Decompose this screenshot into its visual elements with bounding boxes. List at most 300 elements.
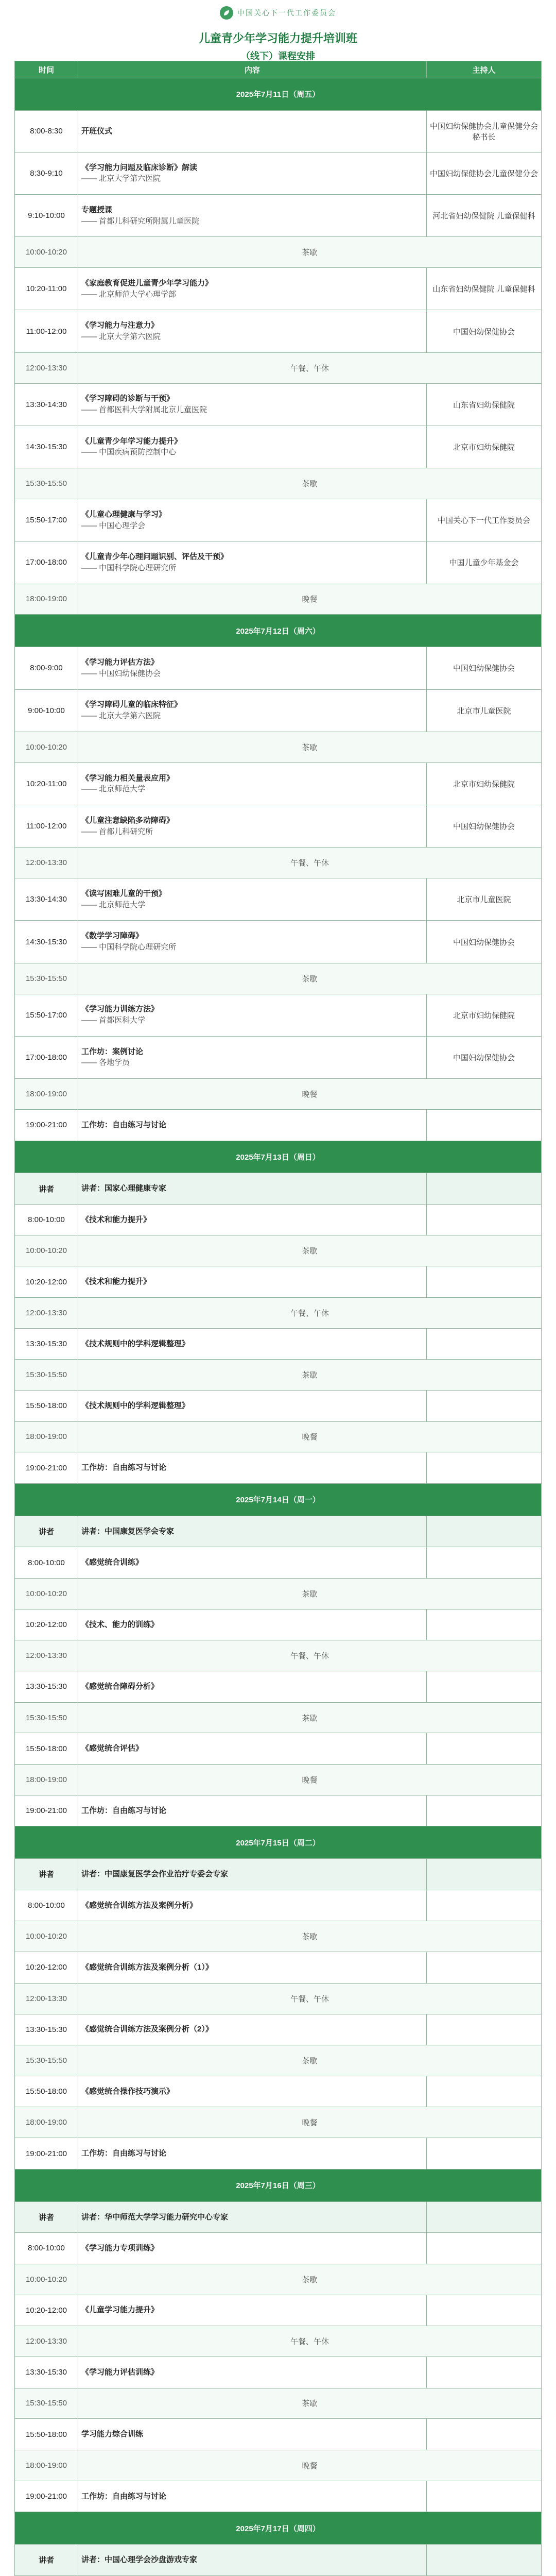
row-time: 15:30-15:50 [15, 2388, 78, 2419]
date-label: 2025年7月15日（周二） [15, 1826, 542, 1859]
session-host [427, 1547, 542, 1579]
session-row [15, 541, 542, 584]
row-time: 13:30-15:30 [15, 2014, 78, 2045]
date-row [15, 1141, 542, 1173]
session-row [15, 194, 542, 236]
break-row [15, 2450, 542, 2481]
session-title: 《学习能力评估方法》 [81, 658, 159, 667]
session-content [78, 994, 427, 1036]
session-title: 《读写困难儿童的干预》 [81, 889, 167, 898]
session-host: 北京市儿童医院 [427, 878, 542, 921]
session-host: 中国关心下一代工作委员会 [427, 499, 542, 541]
date-label: 2025年7月14日（周一） [15, 1483, 542, 1516]
session-title: 《儿童注意缺陷多动障碍》 [81, 816, 175, 825]
break-label: 茶歇 [78, 468, 542, 499]
session-speaker: —— 中国心理学会 [81, 521, 146, 530]
session-title: 《技术和能力提升》 [81, 1277, 151, 1286]
session-row [15, 1890, 542, 1921]
session-host: 中国妇幼保健协会 [427, 647, 542, 689]
schedule-body [15, 78, 542, 2576]
break-label: 午餐、午休 [78, 1983, 542, 2014]
session-host: 中国妇幼保健协会 [427, 310, 542, 352]
row-time: 讲者 [15, 2545, 78, 2576]
session-host [427, 2295, 542, 2326]
break-label: 午餐、午休 [78, 352, 542, 383]
session-row [15, 1452, 542, 1484]
session-row [15, 2357, 542, 2388]
title-block [0, 30, 556, 62]
session-host [427, 2014, 542, 2045]
session-host: 中国妇幼保健协会 [427, 1036, 542, 1078]
row-time: 10:00-10:20 [15, 1921, 78, 1952]
session-row [15, 689, 542, 732]
session-speaker: —— 北京大学第六医院 [81, 332, 161, 342]
row-time: 11:00-12:00 [15, 805, 78, 847]
session-speaker: —— 首都医科大学 [81, 1016, 146, 1025]
session-title: 《感觉统合训练方法及案例分析（1）》 [81, 1963, 213, 1972]
break-row [15, 237, 542, 268]
session-row [15, 1328, 542, 1360]
break-row [15, 963, 542, 994]
session-content [78, 1204, 427, 1235]
session-host [427, 1452, 542, 1484]
row-time: 15:50-18:00 [15, 1733, 78, 1765]
session-title: 《学习能力相关量表应用》 [81, 773, 175, 783]
break-label: 茶歇 [78, 2045, 542, 2076]
session-title: 工作坊：自由练习与讨论 [81, 1120, 167, 1129]
date-row [15, 1826, 542, 1859]
row-time: 13:30-15:30 [15, 1328, 78, 1360]
session-content [78, 1452, 427, 1484]
session-content [78, 1733, 427, 1765]
session-title: 讲者：中国康复医学会作业治疗专委会专家 [81, 1870, 229, 1879]
session-row [15, 1547, 542, 1579]
session-title: 《家庭教育促进儿童青少年学习能力》 [81, 278, 213, 287]
session-host [427, 1173, 542, 1205]
row-time: 8:00-10:00 [15, 2233, 78, 2264]
session-host [427, 2357, 542, 2388]
row-time: 9:00-10:00 [15, 689, 78, 732]
session-row [15, 921, 542, 963]
break-label: 晚餐 [78, 1765, 542, 1795]
session-row [15, 1109, 542, 1141]
break-label: 午餐、午休 [78, 2326, 542, 2357]
session-title: 工作坊：自由练习与讨论 [81, 2149, 167, 2158]
break-label: 茶歇 [78, 1702, 542, 1733]
session-host [427, 2201, 542, 2233]
session-row [15, 426, 542, 468]
break-row [15, 1921, 542, 1952]
session-host [427, 1516, 542, 1547]
session-content [78, 2357, 427, 2388]
session-host: 中国妇幼保健协会儿童保健分会 秘书长 [427, 110, 542, 152]
row-time: 13:30-14:30 [15, 383, 78, 426]
row-time: 8:00-8:30 [15, 110, 78, 152]
session-row [15, 2419, 542, 2450]
break-row [15, 1235, 542, 1266]
break-label: 晚餐 [78, 2450, 542, 2481]
session-row [15, 2014, 542, 2045]
session-speaker: —— 中国科学院心理研究所 [81, 943, 177, 952]
session-host [427, 2076, 542, 2107]
session-content [78, 1516, 427, 1547]
row-time: 15:50-18:00 [15, 2076, 78, 2107]
row-time: 9:10-10:00 [15, 194, 78, 236]
row-time: 13:30-14:30 [15, 878, 78, 921]
session-title: 开班仪式 [81, 126, 113, 135]
row-time: 10:20-12:00 [15, 2295, 78, 2326]
break-label: 茶歇 [78, 1235, 542, 1266]
break-row [15, 732, 542, 762]
row-time: 11:00-12:00 [15, 310, 78, 352]
session-row [15, 1952, 542, 1984]
session-title: 学习能力综合训练 [81, 2430, 144, 2439]
session-row [15, 2138, 542, 2170]
session-title: 《感觉统合训练方法及案例分析》 [81, 1901, 198, 1910]
break-label: 茶歇 [78, 1921, 542, 1952]
session-title: 《儿童青少年心理问题识别、评估及干预》 [81, 552, 229, 562]
session-host [427, 2481, 542, 2512]
session-title: 《感觉统合操作技巧演示》 [81, 2087, 175, 2096]
row-time: 18:00-19:00 [15, 1421, 78, 1452]
session-speaker: —— 北京师范大学 [81, 785, 146, 794]
session-content [78, 194, 427, 236]
row-time: 19:00-21:00 [15, 1795, 78, 1826]
session-row [15, 647, 542, 689]
session-content [78, 1609, 427, 1640]
session-host [427, 1671, 542, 1703]
date-row [15, 1483, 542, 1516]
row-time: 19:00-21:00 [15, 1109, 78, 1141]
session-content [78, 426, 427, 468]
session-title: 讲者：国家心理健康专家 [81, 1184, 167, 1193]
session-content [78, 2138, 427, 2170]
session-content [78, 541, 427, 584]
row-time: 15:30-15:50 [15, 1360, 78, 1391]
session-content [78, 2545, 427, 2576]
row-time: 13:30-15:30 [15, 1671, 78, 1703]
row-time: 8:00-10:00 [15, 1547, 78, 1579]
session-title: 《儿童青少年学习能力提升》 [81, 436, 182, 446]
row-time: 17:00-18:00 [15, 1036, 78, 1078]
break-row [15, 2326, 542, 2357]
session-title: 《学习障碍儿童的临床特征》 [81, 700, 182, 709]
break-row [15, 1702, 542, 1733]
break-label: 茶歇 [78, 2388, 542, 2419]
row-time: 18:00-19:00 [15, 1765, 78, 1795]
row-time: 12:00-13:30 [15, 848, 78, 878]
session-host [427, 1952, 542, 1984]
session-content [78, 1952, 427, 1984]
break-label: 茶歇 [78, 1360, 542, 1391]
session-title: 专题授课 [81, 205, 113, 214]
session-speaker: —— 首都儿科研究所附属儿童医院 [81, 216, 200, 226]
row-time: 10:20-11:00 [15, 762, 78, 805]
session-row [15, 310, 542, 352]
session-speaker: —— 首都儿科研究所 [81, 827, 153, 836]
row-time: 18:00-19:00 [15, 2107, 78, 2138]
date-row [15, 2169, 542, 2201]
session-host [427, 1795, 542, 1826]
session-row [15, 994, 542, 1036]
session-title: 《学习能力与注意力》 [81, 321, 159, 330]
session-title: 《学习障碍的诊断与干预》 [81, 394, 175, 403]
session-title: 《技术、能力的训练》 [81, 1620, 159, 1629]
row-time: 10:00-10:20 [15, 2264, 78, 2295]
session-row [15, 110, 542, 152]
session-speaker: —— 北京大学第六医院 [81, 174, 161, 183]
row-time: 10:20-12:00 [15, 1266, 78, 1298]
session-content [78, 805, 427, 847]
session-speaker: —— 中国妇幼保健协会 [81, 669, 161, 678]
session-row [15, 268, 542, 310]
session-host [427, 1391, 542, 1422]
row-time: 10:00-10:20 [15, 237, 78, 268]
session-title: 《感觉统合训练方法及案例分析（2）》 [81, 2025, 213, 2034]
session-host: 山东省妇幼保健院 儿童保健科 [427, 268, 542, 310]
row-time: 18:00-19:00 [15, 2450, 78, 2481]
session-host [427, 2419, 542, 2450]
session-content [78, 1859, 427, 1890]
row-time: 15:50-18:00 [15, 2419, 78, 2450]
row-time: 10:00-10:20 [15, 1578, 78, 1609]
session-row [15, 1733, 542, 1765]
row-time: 19:00-21:00 [15, 1452, 78, 1484]
session-row [15, 1036, 542, 1078]
row-time: 13:30-15:30 [15, 2357, 78, 2388]
break-label: 午餐、午休 [78, 848, 542, 878]
session-row [15, 2481, 542, 2512]
session-host: 山东省妇幼保健院 [427, 383, 542, 426]
row-time: 12:00-13:30 [15, 1297, 78, 1328]
session-title: 《技术和能力提升》 [81, 1215, 151, 1224]
session-content [78, 1391, 427, 1422]
session-content [78, 383, 427, 426]
session-content [78, 268, 427, 310]
session-content [78, 152, 427, 194]
session-content [78, 2014, 427, 2045]
session-row [15, 762, 542, 805]
session-title: 《学习能力问题及临床诊断》解读 [81, 163, 198, 172]
session-title: 《感觉统合训练》 [81, 1558, 144, 1567]
row-time: 10:00-10:20 [15, 1235, 78, 1266]
session-content [78, 1328, 427, 1360]
row-time: 15:50-17:00 [15, 499, 78, 541]
session-title: 《学习能力专项训练》 [81, 2244, 159, 2253]
session-row [15, 2233, 542, 2264]
session-title: 工作坊：自由练习与讨论 [81, 1806, 167, 1815]
session-host [427, 1204, 542, 1235]
break-label: 茶歇 [78, 237, 542, 268]
row-time: 19:00-21:00 [15, 2138, 78, 2170]
session-speaker: —— 北京师范大学心理学部 [81, 290, 177, 299]
break-row [15, 584, 542, 615]
break-label: 午餐、午休 [78, 1297, 542, 1328]
session-row [15, 383, 542, 426]
session-title: 《数学学习障碍》 [81, 931, 144, 941]
session-content [78, 1266, 427, 1298]
break-row [15, 2264, 542, 2295]
session-title: 工作坊：自由练习与讨论 [81, 2492, 167, 2501]
break-label: 茶歇 [78, 2264, 542, 2295]
session-title: 《儿童心理健康与学习》 [81, 510, 167, 519]
session-title: 讲者：华中师范大学学习能力研究中心专家 [81, 2212, 229, 2222]
session-speaker: —— 北京师范大学 [81, 900, 146, 909]
schedule-table [14, 61, 542, 2576]
session-content [78, 1671, 427, 1703]
session-speaker: —— 各地学员 [81, 1058, 130, 1067]
header-time: 时间 [15, 61, 78, 78]
session-row [15, 2076, 542, 2107]
session-host: 北京市妇幼保健院 [427, 762, 542, 805]
lecturer-row [15, 2545, 542, 2576]
break-row [15, 2045, 542, 2076]
row-time: 8:00-10:00 [15, 1204, 78, 1235]
session-content [78, 2419, 427, 2450]
session-content [78, 2233, 427, 2264]
row-time: 12:00-13:30 [15, 2326, 78, 2357]
session-host: 北京市妇幼保健院 [427, 994, 542, 1036]
break-row [15, 1640, 542, 1671]
date-row [15, 78, 542, 111]
row-time: 10:20-12:00 [15, 1609, 78, 1640]
session-host: 中国妇幼保健协会 [427, 805, 542, 847]
logo-row [0, 0, 556, 26]
session-content [78, 689, 427, 732]
session-host [427, 1890, 542, 1921]
row-time: 10:00-10:20 [15, 732, 78, 762]
session-content [78, 2076, 427, 2107]
session-host [427, 2545, 542, 2576]
break-row [15, 1421, 542, 1452]
row-time: 讲者 [15, 1516, 78, 1547]
session-speaker: —— 首都医科大学附属北京儿童医院 [81, 405, 207, 415]
header-host: 主持人 [427, 61, 542, 78]
session-title: 工作坊：自由练习与讨论 [81, 1463, 167, 1472]
page-subtitle: （线下）课程安排 [241, 51, 315, 61]
session-content [78, 1173, 427, 1205]
session-host [427, 1109, 542, 1141]
date-row [15, 2512, 542, 2545]
session-content [78, 110, 427, 152]
session-speaker: —— 北京大学第六医院 [81, 711, 161, 721]
row-time: 12:00-13:30 [15, 1640, 78, 1671]
break-row [15, 468, 542, 499]
session-row [15, 1795, 542, 1826]
break-label: 茶歇 [78, 1578, 542, 1609]
session-title: 工作坊：案例讨论 [81, 1047, 144, 1056]
session-content [78, 1795, 427, 1826]
header-content: 内容 [78, 61, 427, 78]
row-time: 15:30-15:50 [15, 963, 78, 994]
lecturer-row [15, 2201, 542, 2233]
session-content [78, 1109, 427, 1141]
row-time: 讲者 [15, 1859, 78, 1890]
break-row [15, 2388, 542, 2419]
break-label: 晚餐 [78, 584, 542, 615]
session-host: 河北省妇幼保健院 儿童保健科 [427, 194, 542, 236]
break-label: 晚餐 [78, 2107, 542, 2138]
session-content [78, 647, 427, 689]
row-time: 15:30-15:50 [15, 2045, 78, 2076]
break-label: 午餐、午休 [78, 1640, 542, 1671]
break-row [15, 1578, 542, 1609]
row-time: 8:00-10:00 [15, 1890, 78, 1921]
break-row [15, 1079, 542, 1110]
session-row [15, 2295, 542, 2326]
session-content [78, 1890, 427, 1921]
row-time: 讲者 [15, 2201, 78, 2233]
session-row [15, 152, 542, 194]
session-host: 中国妇幼保健协会儿童保健分会 [427, 152, 542, 194]
session-host [427, 1609, 542, 1640]
session-content [78, 2295, 427, 2326]
row-time: 8:00-9:00 [15, 647, 78, 689]
session-title: 《感觉统合障碍分析》 [81, 1682, 159, 1691]
session-host: 中国儿童少年基金会 [427, 541, 542, 584]
session-content [78, 2481, 427, 2512]
row-time: 18:00-19:00 [15, 584, 78, 615]
session-row [15, 1204, 542, 1235]
session-speaker: —— 中国疾病预防控制中心 [81, 448, 177, 457]
break-label: 晚餐 [78, 1079, 542, 1110]
session-host [427, 1733, 542, 1765]
session-speaker: —— 中国科学院心理研究所 [81, 563, 177, 572]
break-row [15, 1983, 542, 2014]
session-content [78, 2201, 427, 2233]
lecturer-row [15, 1859, 542, 1890]
row-time: 讲者 [15, 1173, 78, 1205]
session-host: 北京市妇幼保健院 [427, 426, 542, 468]
date-label: 2025年7月11日（周五） [15, 78, 542, 111]
session-content [78, 1036, 427, 1078]
lecturer-row [15, 1173, 542, 1205]
session-row [15, 1671, 542, 1703]
session-title: 讲者：中国心理学会沙盘游戏专家 [81, 2555, 198, 2564]
session-host: 北京市儿童医院 [427, 689, 542, 732]
break-row [15, 1765, 542, 1795]
row-time: 10:20-11:00 [15, 268, 78, 310]
row-time: 12:00-13:30 [15, 352, 78, 383]
session-host [427, 1266, 542, 1298]
row-time: 15:50-17:00 [15, 994, 78, 1036]
session-title: 《学习能力训练方法》 [81, 1005, 159, 1014]
row-time: 10:20-12:00 [15, 1952, 78, 1984]
date-label: 2025年7月12日（周六） [15, 615, 542, 647]
break-row [15, 2107, 542, 2138]
session-host: 中国妇幼保健协会 [427, 921, 542, 963]
session-title: 讲者：中国康复医学会专家 [81, 1527, 175, 1536]
table-header [15, 61, 542, 78]
session-title: 《儿童学习能力提升》 [81, 2306, 159, 2315]
break-row [15, 1297, 542, 1328]
row-time: 14:30-15:30 [15, 921, 78, 963]
date-label: 2025年7月17日（周四） [15, 2512, 542, 2545]
row-time: 15:30-15:50 [15, 468, 78, 499]
date-label: 2025年7月16日（周三） [15, 2169, 542, 2201]
row-time: 19:00-21:00 [15, 2481, 78, 2512]
session-host [427, 2138, 542, 2170]
break-label: 晚餐 [78, 1421, 542, 1452]
break-row [15, 352, 542, 383]
session-row [15, 1266, 542, 1298]
page-title: 儿童青少年学习能力提升培训班 [198, 32, 357, 45]
row-time: 15:50-18:00 [15, 1391, 78, 1422]
session-content [78, 499, 427, 541]
session-row [15, 805, 542, 847]
row-time: 12:00-13:30 [15, 1983, 78, 2014]
logo-text: 中国关心下一代工作委员会 [237, 9, 336, 17]
